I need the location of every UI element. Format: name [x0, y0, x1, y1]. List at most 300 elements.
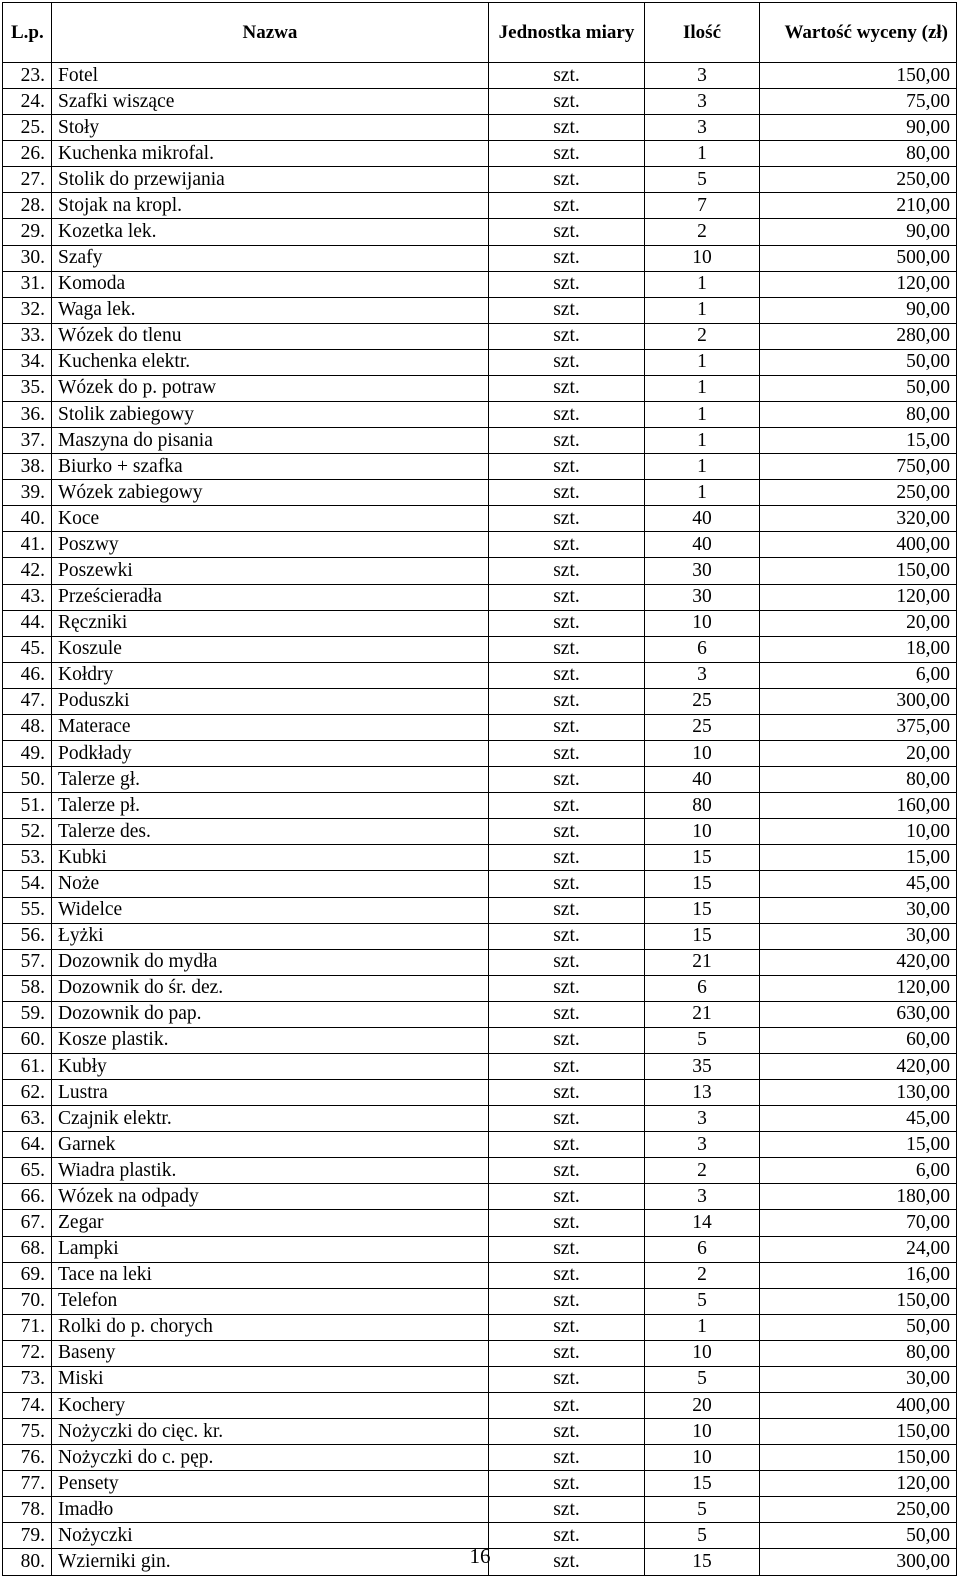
cell-value: 210,00 — [760, 193, 957, 219]
cell-name: Kosze plastik. — [52, 1027, 489, 1053]
cell-qty: 2 — [645, 1158, 760, 1184]
cell-unit: szt. — [489, 349, 645, 375]
cell-qty: 5 — [645, 167, 760, 193]
cell-value: 750,00 — [760, 454, 957, 480]
table-row — [3, 767, 957, 793]
cell-lp: 73. — [3, 1366, 52, 1392]
table-row — [3, 167, 957, 193]
cell-lp: 80. — [3, 1549, 52, 1575]
cell-unit: szt. — [489, 1288, 645, 1314]
table-row — [3, 1497, 957, 1523]
cell-lp: 47. — [3, 688, 52, 714]
cell-unit: szt. — [489, 245, 645, 271]
header-value: Wartość wyceny (zł) — [760, 3, 957, 63]
cell-unit: szt. — [489, 193, 645, 219]
cell-unit: szt. — [489, 532, 645, 558]
header-row — [3, 3, 957, 63]
cell-value: 15,00 — [760, 428, 957, 454]
cell-lp: 23. — [3, 63, 52, 89]
cell-name: Wiadra plastik. — [52, 1158, 489, 1184]
table-row — [3, 1106, 957, 1132]
cell-name: Komoda — [52, 271, 489, 297]
cell-qty: 3 — [645, 1184, 760, 1210]
cell-qty: 10 — [645, 245, 760, 271]
cell-unit: szt. — [489, 1080, 645, 1106]
cell-lp: 53. — [3, 845, 52, 871]
header-lp: L.p. — [3, 3, 52, 63]
cell-value: 150,00 — [760, 1445, 957, 1471]
cell-value: 500,00 — [760, 245, 957, 271]
cell-qty: 1 — [645, 1314, 760, 1340]
cell-lp: 59. — [3, 1001, 52, 1027]
cell-qty: 1 — [645, 349, 760, 375]
cell-unit: szt. — [489, 1106, 645, 1132]
cell-qty: 30 — [645, 584, 760, 610]
cell-name: Nożyczki — [52, 1523, 489, 1549]
cell-qty: 40 — [645, 532, 760, 558]
table-row — [3, 1392, 957, 1418]
table-row — [3, 1132, 957, 1158]
cell-name: Prześcieradła — [52, 584, 489, 610]
cell-name: Kubły — [52, 1053, 489, 1079]
cell-qty: 15 — [645, 845, 760, 871]
cell-lp: 37. — [3, 428, 52, 454]
cell-lp: 79. — [3, 1523, 52, 1549]
cell-name: Wózek do p. potraw — [52, 375, 489, 401]
cell-unit: szt. — [489, 558, 645, 584]
cell-value: 20,00 — [760, 610, 957, 636]
cell-value: 420,00 — [760, 949, 957, 975]
cell-name: Dozownik do pap. — [52, 1001, 489, 1027]
cell-value: 80,00 — [760, 1340, 957, 1366]
cell-lp: 60. — [3, 1027, 52, 1053]
table-row — [3, 1419, 957, 1445]
cell-lp: 24. — [3, 89, 52, 115]
cell-name: Szafki wiszące — [52, 89, 489, 115]
cell-lp: 52. — [3, 819, 52, 845]
cell-name: Dozownik do śr. dez. — [52, 975, 489, 1001]
cell-unit: szt. — [489, 949, 645, 975]
cell-unit: szt. — [489, 1392, 645, 1418]
cell-unit: szt. — [489, 923, 645, 949]
cell-unit: szt. — [489, 428, 645, 454]
cell-value: 15,00 — [760, 1132, 957, 1158]
cell-value: 250,00 — [760, 167, 957, 193]
cell-lp: 72. — [3, 1340, 52, 1366]
cell-qty: 15 — [645, 871, 760, 897]
table-row — [3, 1445, 957, 1471]
cell-name: Czajnik elektr. — [52, 1106, 489, 1132]
cell-lp: 50. — [3, 767, 52, 793]
cell-unit: szt. — [489, 1340, 645, 1366]
cell-value: 50,00 — [760, 349, 957, 375]
cell-value: 50,00 — [760, 1314, 957, 1340]
cell-value: 150,00 — [760, 1288, 957, 1314]
cell-name: Kozetka lek. — [52, 219, 489, 245]
cell-name: Łyżki — [52, 923, 489, 949]
cell-name: Widelce — [52, 897, 489, 923]
cell-name: Kołdry — [52, 662, 489, 688]
cell-lp: 62. — [3, 1080, 52, 1106]
cell-name: Baseny — [52, 1340, 489, 1366]
cell-lp: 77. — [3, 1471, 52, 1497]
table-row — [3, 897, 957, 923]
cell-qty: 40 — [645, 767, 760, 793]
cell-lp: 56. — [3, 923, 52, 949]
table-row — [3, 1080, 957, 1106]
cell-value: 60,00 — [760, 1027, 957, 1053]
cell-name: Talerze pł. — [52, 793, 489, 819]
cell-value: 400,00 — [760, 1392, 957, 1418]
cell-unit: szt. — [489, 636, 645, 662]
cell-unit: szt. — [489, 1314, 645, 1340]
cell-qty: 3 — [645, 1132, 760, 1158]
cell-name: Fotel — [52, 63, 489, 89]
cell-lp: 70. — [3, 1288, 52, 1314]
cell-value: 420,00 — [760, 1053, 957, 1079]
table-row — [3, 89, 957, 115]
cell-qty: 15 — [645, 1549, 760, 1575]
cell-value: 45,00 — [760, 871, 957, 897]
cell-name: Wózek do tlenu — [52, 323, 489, 349]
cell-name: Rolki do p. chorych — [52, 1314, 489, 1340]
cell-name: Stoły — [52, 115, 489, 141]
cell-unit: szt. — [489, 219, 645, 245]
table-row — [3, 63, 957, 89]
cell-unit: szt. — [489, 1158, 645, 1184]
cell-unit: szt. — [489, 1053, 645, 1079]
cell-value: 120,00 — [760, 975, 957, 1001]
cell-name: Koce — [52, 506, 489, 532]
cell-qty: 5 — [645, 1288, 760, 1314]
cell-value: 150,00 — [760, 63, 957, 89]
cell-qty: 6 — [645, 636, 760, 662]
cell-qty: 25 — [645, 714, 760, 740]
cell-qty: 15 — [645, 1471, 760, 1497]
cell-lp: 36. — [3, 402, 52, 428]
cell-value: 16,00 — [760, 1262, 957, 1288]
cell-lp: 40. — [3, 506, 52, 532]
cell-lp: 78. — [3, 1497, 52, 1523]
table-header — [3, 3, 957, 63]
table-row — [3, 428, 957, 454]
cell-value: 75,00 — [760, 89, 957, 115]
cell-name: Waga lek. — [52, 297, 489, 323]
cell-name: Dozownik do mydła — [52, 949, 489, 975]
cell-value: 90,00 — [760, 115, 957, 141]
cell-qty: 10 — [645, 1419, 760, 1445]
cell-qty: 5 — [645, 1366, 760, 1392]
cell-unit: szt. — [489, 1445, 645, 1471]
cell-lp: 28. — [3, 193, 52, 219]
cell-unit: szt. — [489, 1366, 645, 1392]
table-row — [3, 1027, 957, 1053]
cell-qty: 3 — [645, 115, 760, 141]
cell-lp: 27. — [3, 167, 52, 193]
cell-qty: 6 — [645, 975, 760, 1001]
cell-name: Materace — [52, 714, 489, 740]
table-row — [3, 688, 957, 714]
cell-value: 80,00 — [760, 767, 957, 793]
cell-name: Kochery — [52, 1392, 489, 1418]
cell-value: 180,00 — [760, 1184, 957, 1210]
cell-lp: 33. — [3, 323, 52, 349]
cell-lp: 42. — [3, 558, 52, 584]
table-row — [3, 454, 957, 480]
cell-qty: 3 — [645, 1106, 760, 1132]
cell-name: Stojak na kropl. — [52, 193, 489, 219]
cell-lp: 48. — [3, 714, 52, 740]
table-row — [3, 506, 957, 532]
cell-qty: 80 — [645, 793, 760, 819]
cell-lp: 63. — [3, 1106, 52, 1132]
cell-value: 80,00 — [760, 402, 957, 428]
cell-unit: szt. — [489, 767, 645, 793]
cell-unit: szt. — [489, 167, 645, 193]
cell-name: Maszyna do pisania — [52, 428, 489, 454]
cell-value: 300,00 — [760, 688, 957, 714]
cell-name: Nożyczki do c. pęp. — [52, 1445, 489, 1471]
cell-value: 80,00 — [760, 141, 957, 167]
cell-qty: 15 — [645, 897, 760, 923]
cell-value: 15,00 — [760, 845, 957, 871]
header-name: Nazwa — [52, 3, 489, 63]
cell-lp: 32. — [3, 297, 52, 323]
cell-qty: 25 — [645, 688, 760, 714]
cell-name: Pensety — [52, 1471, 489, 1497]
cell-lp: 75. — [3, 1419, 52, 1445]
cell-lp: 64. — [3, 1132, 52, 1158]
cell-lp: 74. — [3, 1392, 52, 1418]
cell-qty: 7 — [645, 193, 760, 219]
cell-unit: szt. — [489, 688, 645, 714]
cell-unit: szt. — [489, 141, 645, 167]
cell-qty: 15 — [645, 923, 760, 949]
cell-qty: 5 — [645, 1497, 760, 1523]
table-row — [3, 1314, 957, 1340]
table-row — [3, 923, 957, 949]
cell-unit: szt. — [489, 1001, 645, 1027]
cell-unit: szt. — [489, 584, 645, 610]
cell-qty: 21 — [645, 1001, 760, 1027]
cell-lp: 44. — [3, 610, 52, 636]
cell-lp: 46. — [3, 662, 52, 688]
cell-unit: szt. — [489, 271, 645, 297]
cell-qty: 5 — [645, 1523, 760, 1549]
cell-name: Lustra — [52, 1080, 489, 1106]
table-row — [3, 1158, 957, 1184]
cell-lp: 68. — [3, 1236, 52, 1262]
cell-name: Kubki — [52, 845, 489, 871]
table-row — [3, 714, 957, 740]
cell-qty: 1 — [645, 454, 760, 480]
cell-qty: 10 — [645, 610, 760, 636]
cell-name: Talerze gł. — [52, 767, 489, 793]
table-row — [3, 349, 957, 375]
cell-qty: 2 — [645, 219, 760, 245]
cell-qty: 30 — [645, 558, 760, 584]
cell-unit: szt. — [489, 480, 645, 506]
cell-qty: 35 — [645, 1053, 760, 1079]
table-row — [3, 1288, 957, 1314]
cell-unit: szt. — [489, 819, 645, 845]
table-row — [3, 1471, 957, 1497]
cell-lp: 34. — [3, 349, 52, 375]
cell-value: 50,00 — [760, 1523, 957, 1549]
cell-name: Garnek — [52, 1132, 489, 1158]
cell-unit: szt. — [489, 506, 645, 532]
table-row — [3, 375, 957, 401]
cell-unit: szt. — [489, 897, 645, 923]
cell-name: Szafy — [52, 245, 489, 271]
cell-lp: 71. — [3, 1314, 52, 1340]
cell-name: Noże — [52, 871, 489, 897]
cell-unit: szt. — [489, 1471, 645, 1497]
table-row — [3, 741, 957, 767]
cell-value: 18,00 — [760, 636, 957, 662]
cell-unit: szt. — [489, 1236, 645, 1262]
cell-name: Poduszki — [52, 688, 489, 714]
cell-unit: szt. — [489, 1549, 645, 1575]
table-row — [3, 871, 957, 897]
cell-value: 120,00 — [760, 584, 957, 610]
cell-name: Stolik zabiegowy — [52, 402, 489, 428]
cell-unit: szt. — [489, 741, 645, 767]
cell-name: Podkłady — [52, 741, 489, 767]
table-row — [3, 1340, 957, 1366]
cell-lp: 25. — [3, 115, 52, 141]
table-row — [3, 1210, 957, 1236]
table-row — [3, 793, 957, 819]
table-row — [3, 1053, 957, 1079]
cell-value: 6,00 — [760, 662, 957, 688]
cell-lp: 49. — [3, 741, 52, 767]
cell-value: 120,00 — [760, 271, 957, 297]
cell-unit: szt. — [489, 323, 645, 349]
table-body — [3, 63, 957, 1576]
table-row — [3, 975, 957, 1001]
cell-value: 70,00 — [760, 1210, 957, 1236]
table-row — [3, 949, 957, 975]
cell-value: 90,00 — [760, 219, 957, 245]
cell-value: 150,00 — [760, 1419, 957, 1445]
cell-lp: 61. — [3, 1053, 52, 1079]
header-qty: Ilość — [645, 3, 760, 63]
cell-unit: szt. — [489, 1497, 645, 1523]
cell-lp: 38. — [3, 454, 52, 480]
table-row — [3, 584, 957, 610]
cell-name: Poszewki — [52, 558, 489, 584]
cell-name: Miski — [52, 1366, 489, 1392]
cell-name: Nożyczki do cięc. kr. — [52, 1419, 489, 1445]
table-row — [3, 1184, 957, 1210]
cell-unit: szt. — [489, 375, 645, 401]
table-row — [3, 1366, 957, 1392]
table-row — [3, 219, 957, 245]
cell-value: 20,00 — [760, 741, 957, 767]
cell-name: Imadło — [52, 1497, 489, 1523]
cell-name: Poszwy — [52, 532, 489, 558]
cell-name: Telefon — [52, 1288, 489, 1314]
table-row — [3, 115, 957, 141]
cell-unit: szt. — [489, 1419, 645, 1445]
cell-value: 30,00 — [760, 1366, 957, 1392]
cell-unit: szt. — [489, 1184, 645, 1210]
cell-name: Talerze des. — [52, 819, 489, 845]
cell-lp: 43. — [3, 584, 52, 610]
cell-name: Tace na leki — [52, 1262, 489, 1288]
cell-name: Wózek na odpady — [52, 1184, 489, 1210]
cell-lp: 76. — [3, 1445, 52, 1471]
cell-qty: 2 — [645, 1262, 760, 1288]
cell-value: 630,00 — [760, 1001, 957, 1027]
cell-qty: 20 — [645, 1392, 760, 1418]
cell-qty: 13 — [645, 1080, 760, 1106]
cell-name: Ręczniki — [52, 610, 489, 636]
cell-value: 90,00 — [760, 297, 957, 323]
cell-value: 30,00 — [760, 923, 957, 949]
cell-value: 10,00 — [760, 819, 957, 845]
cell-qty: 3 — [645, 662, 760, 688]
cell-qty: 1 — [645, 402, 760, 428]
cell-unit: szt. — [489, 402, 645, 428]
cell-lp: 26. — [3, 141, 52, 167]
cell-unit: szt. — [489, 714, 645, 740]
cell-qty: 10 — [645, 1340, 760, 1366]
cell-unit: szt. — [489, 1523, 645, 1549]
table-row — [3, 845, 957, 871]
table-row — [3, 610, 957, 636]
cell-qty: 1 — [645, 428, 760, 454]
cell-qty: 3 — [645, 89, 760, 115]
cell-value: 375,00 — [760, 714, 957, 740]
cell-qty: 5 — [645, 1027, 760, 1053]
cell-name: Wózek zabiegowy — [52, 480, 489, 506]
cell-unit: szt. — [489, 454, 645, 480]
cell-name: Lampki — [52, 1236, 489, 1262]
cell-unit: szt. — [489, 1210, 645, 1236]
cell-qty: 10 — [645, 741, 760, 767]
cell-lp: 35. — [3, 375, 52, 401]
table-row — [3, 1001, 957, 1027]
cell-unit: szt. — [489, 871, 645, 897]
table-row — [3, 323, 957, 349]
cell-name: Biurko + szafka — [52, 454, 489, 480]
cell-qty: 1 — [645, 297, 760, 323]
cell-lp: 58. — [3, 975, 52, 1001]
table-row — [3, 662, 957, 688]
cell-value: 250,00 — [760, 480, 957, 506]
cell-unit: szt. — [489, 610, 645, 636]
table-row — [3, 193, 957, 219]
cell-qty: 10 — [645, 1445, 760, 1471]
cell-qty: 2 — [645, 323, 760, 349]
cell-unit: szt. — [489, 297, 645, 323]
cell-qty: 14 — [645, 1210, 760, 1236]
cell-name: Koszule — [52, 636, 489, 662]
cell-value: 50,00 — [760, 375, 957, 401]
cell-qty: 6 — [645, 1236, 760, 1262]
cell-value: 24,00 — [760, 1236, 957, 1262]
cell-qty: 1 — [645, 271, 760, 297]
cell-unit: szt. — [489, 845, 645, 871]
cell-unit: szt. — [489, 793, 645, 819]
cell-lp: 65. — [3, 1158, 52, 1184]
cell-lp: 45. — [3, 636, 52, 662]
cell-lp: 30. — [3, 245, 52, 271]
cell-name: Stolik do przewijania — [52, 167, 489, 193]
cell-value: 160,00 — [760, 793, 957, 819]
